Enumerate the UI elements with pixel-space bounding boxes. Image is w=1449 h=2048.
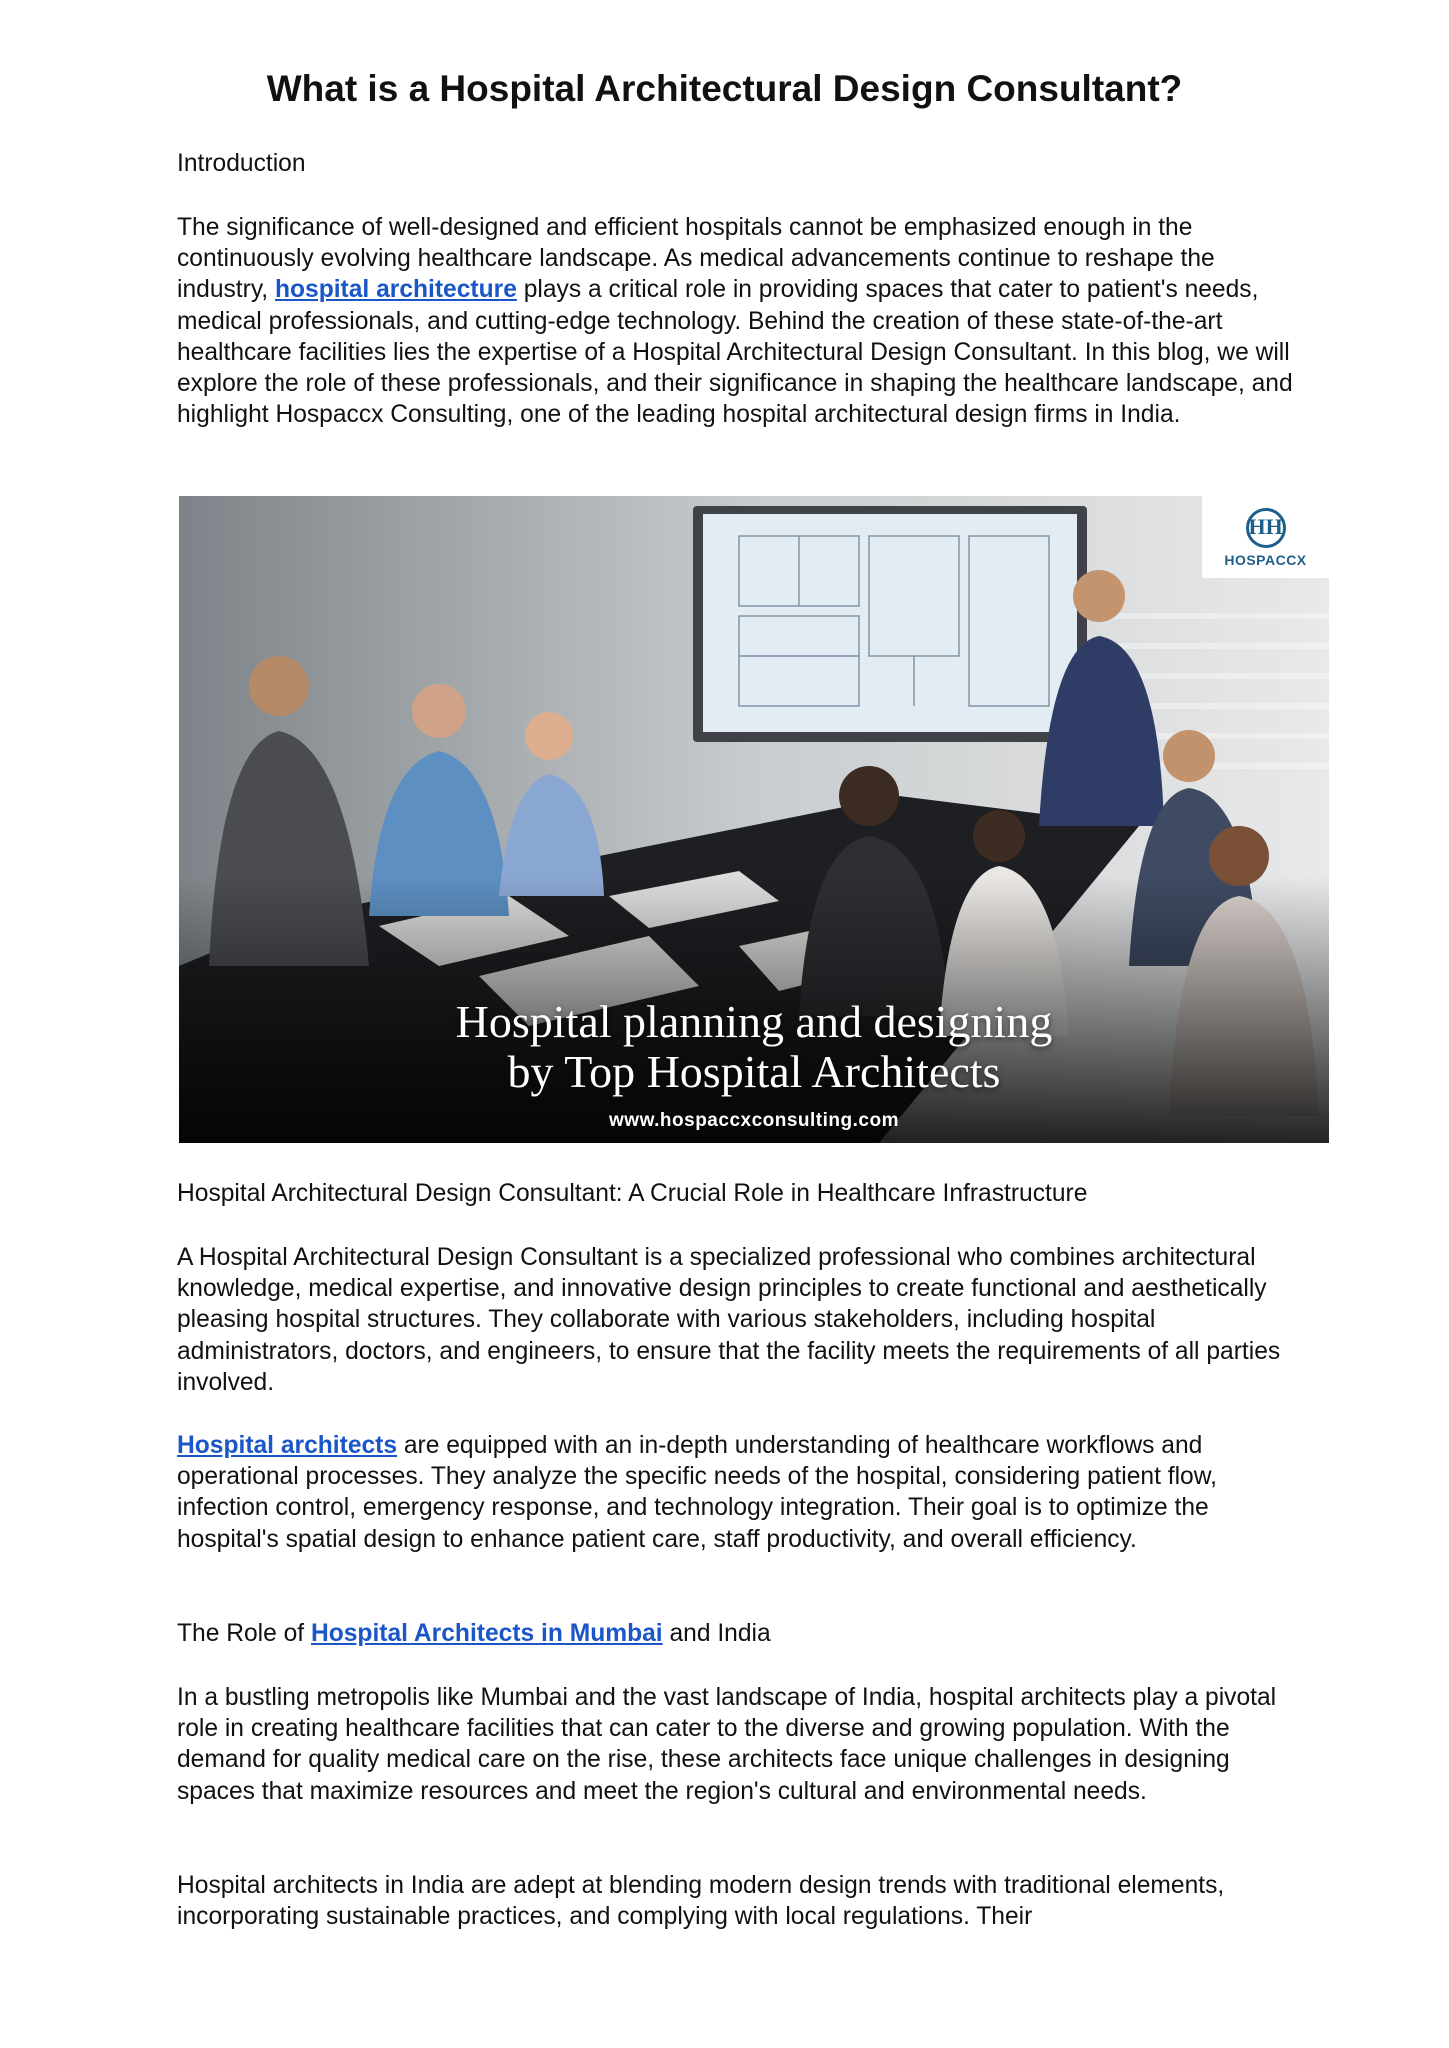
hospital-architecture-link[interactable]: hospital architecture (274, 276, 517, 304)
section-heading-mumbai (177, 1618, 1297, 1649)
image-caption-line-2: by Top Hospital Architects (507, 1046, 1001, 1097)
india-paragraph: Hospital architects in India are adept at blending modern design trends with traditional elements, incorporating sustainable practices, and complying with local regulations. Their (177, 1872, 1225, 1931)
section-heading-consultant: Hospital Architectural Design Consultant: A Crucial Role in Healthcare Infrastructure (177, 1180, 1088, 1207)
logo-text: HOSPACCX (1224, 552, 1307, 568)
mumbai-paragraph: In a bustling metropolis like Mumbai and the vast landscape of India, hospital architects play a pivotal role in creating healthcare facilities that can cater to the diverse and growing population. With the demand for quality medical care on the rise, these architects face unique challenges in designing spaces that maximize resources and meet the region's cultural and environmental needs. (177, 1684, 1277, 1805)
intro-text-2: plays a critical role in providing spaces that cater to patient's needs, medical professionals, and cutting-edge technology. Behind the creation of these state-of-the-art healthcare facilities lies the expertise of a Hospital Architectural Design Consultant. In this blog, we will explore the role of these professionals, and their significance in shaping the healthcare landscape, and highlight Hospaccx Consulting, one of the leading hospital architectural design firms in India. (177, 276, 1293, 429)
hospaccx-logo-icon (1246, 508, 1286, 548)
consultant-paragraph: A Hospital Architectural Design Consultant is a specialized professional who combines architectural knowledge, medical expertise, and innovative design principles to create functional and aesthetically pleasing hospital structures. They collaborate with various stakeholders, including hospital administrators, doctors, and engineers, to ensure that the facility meets the requirements of all parties involved. (177, 1244, 1281, 1396)
page-title: What is a Hospital Architectural Design Consultant? (266, 68, 1183, 109)
image-caption-line-1: Hospital planning and designing (455, 996, 1053, 1047)
image-website-url: www.hospaccxconsulting.com (609, 1110, 899, 1131)
intro-text-1: The significance of well-designed and efficient hospitals cannot be emphasized enough in the continuously evolving healthcare landscape. As medical advancements continue to reshape the industry, (177, 214, 1215, 304)
heading-text-2: and India (662, 1620, 771, 1647)
intro-paragraph (177, 212, 1297, 430)
hospital-architects-link[interactable]: Hospital architects (177, 1432, 398, 1459)
logo-mark-letters: HH (1248, 514, 1283, 539)
intro-heading: Introduction (177, 150, 306, 177)
architects-text: are equipped with an in-depth understanding of healthcare workflows and operational processes. They analyze the specific needs of the hospital, considering patient flow, infection control, emergency response, and technology integration. Their goal is to optimize the hospital's spatial design to enhance patient care, staff productivity, and overall efficiency. (177, 1432, 1217, 1553)
heading-text-1: The Role of (177, 1620, 311, 1647)
hospaccx-logo (1202, 496, 1329, 578)
architects-paragraph (177, 1430, 1297, 1555)
hospital-architects-mumbai-link[interactable]: Hospital Architects in Mumbai (310, 1620, 663, 1647)
hero-image (179, 496, 1329, 1143)
